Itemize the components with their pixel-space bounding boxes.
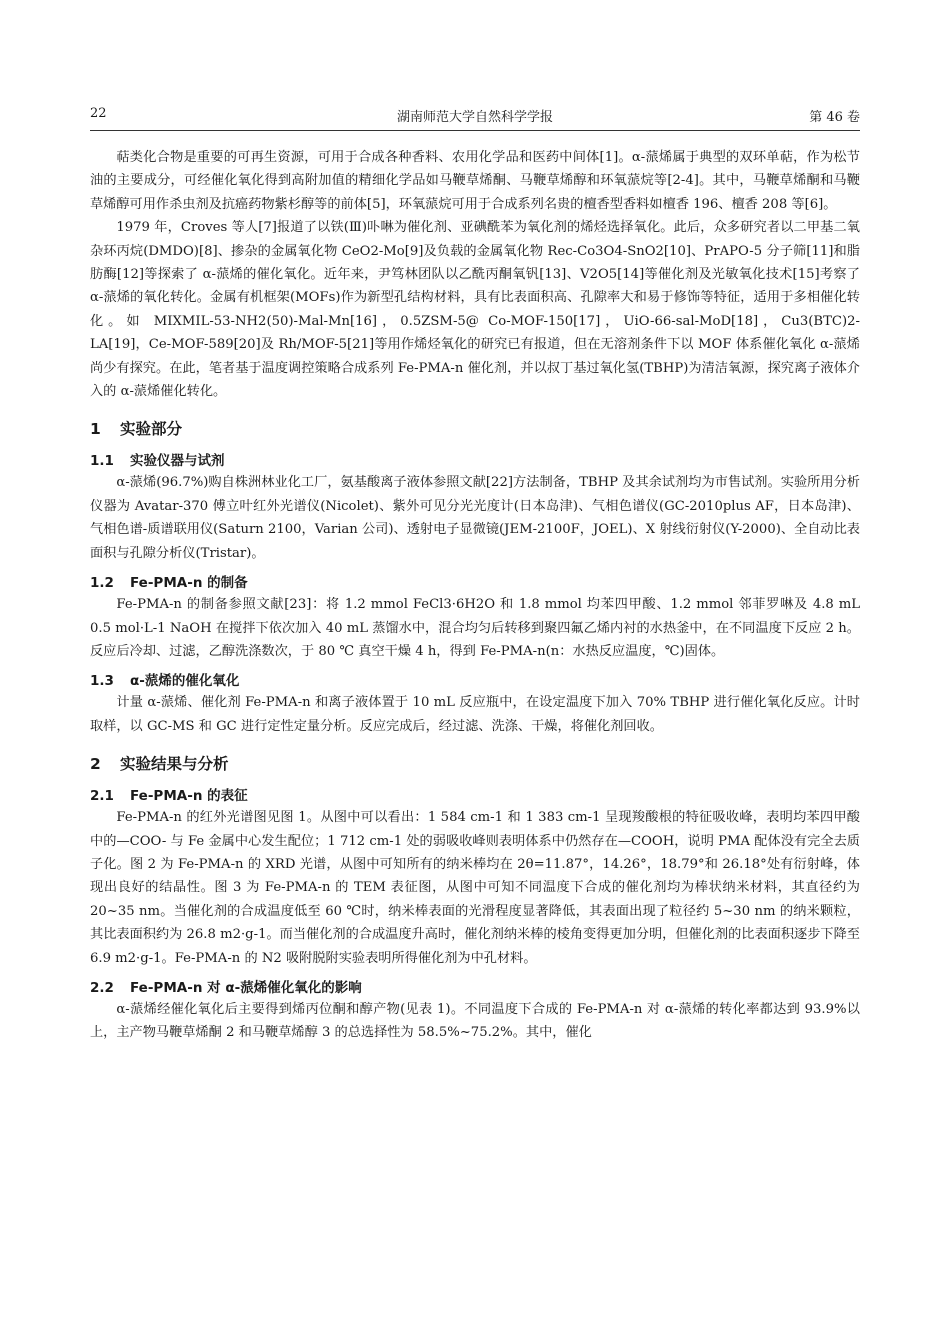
running-header xyxy=(90,98,860,124)
page-number: 22 xyxy=(90,106,107,121)
subsection-number: 2.2 xyxy=(90,979,114,996)
subsection-number: 1.1 xyxy=(90,453,114,470)
subsection-number: 2.1 xyxy=(90,788,114,805)
subsection-title: 实验仪器与试剂 xyxy=(130,453,225,470)
subsection-heading-2-2 xyxy=(90,976,860,996)
subsection-heading-2-1 xyxy=(90,784,860,804)
header-rule xyxy=(90,130,860,131)
subsection-heading-1-3 xyxy=(90,669,860,689)
article-body xyxy=(90,146,860,1045)
paragraph-intro-2: 1979 年，Croves 等人[7]报道了以铁(Ⅲ)卟啉为催化剂、亚碘酰苯为氧化剂的烯烃选择氧化。此后，众多研究者以二甲基二氧杂环丙烷(DMDO)[8]、掺杂的金属氧化物 CeO2-Mo[9]及负载的金属氧化物 Rec-Co3O4-SnO2[10]、PrAPO-5 分子筛[11]和脂肪酶[12]等探索了 α-蒎烯的催化氧化。近年来，尹笃林团队以乙酰丙酮氧钒[13]、V2O5[14]等催化剂及光敏氧化技术[15]考察了 α-蒎烯的氧化转化。金属有机框架(MOFs)作为新型孔结构材料，具有比表面积高、孔隙率大和易于修饰等特征，适用于多相催化转化。如 MIXMIL-53-NH2(50)-Mal-Mn[16]，0.5ZSM-5@ Co-MOF-150[17]，UiO-66-sal-MoD[18]，Cu3(BTC)2-LA[19]，Ce-MOF-589[20]及 Rh/MOF-5[21]等用作烯烃氧化的研究已有报道，但在无溶剂条件下以 MOF 体系催化氧化 α-蒎烯尚少有探究。在此，笔者基于温度调控策略合成系列 Fe-PMA-n 催化剂，并以叔丁基过氧化氢(TBHP)为清洁氧源，探究离子液体介入的 α-蒎烯催化转化。 xyxy=(90,220,860,400)
subsection-title: Fe-PMA-n 的表征 xyxy=(130,788,248,805)
section-number: 2 xyxy=(90,755,101,774)
paragraph-1-1: α-蒎烯(96.7%)购自株洲林业化工厂，氨基酸离子液体参照文献[22]方法制备，TBHP 及其余试剂均为市售试剂。实验所用分析仪器为 Avatar-370 傅立叶红外光谱仪(Nicolet)、紫外可见分光光度计(日本岛津)、气相色谱仪(GC-2010plus AF，日本岛津)、气相色谱-质谱联用仪(Saturn 2100，Varian 公司)、透射电子显微镜(JEM-2100F，JOEL)、X 射线衍射仪(Y-2000)、全自动比表面积与孔隙分析仪(Tristar)。 xyxy=(90,475,860,561)
volume-label: 第 46 卷 xyxy=(809,110,860,125)
subsection-title: Fe-PMA-n 的制备 xyxy=(130,575,248,592)
subsection-title: Fe-PMA-n 对 α-蒎烯催化氧化的影响 xyxy=(130,979,362,996)
page xyxy=(90,98,860,1041)
journal-title: 湖南师范大学自然科学学报 xyxy=(396,110,553,125)
paragraph-intro-1: 萜类化合物是重要的可再生资源，可用于合成各种香料、农用化学品和医药中间体[1]。α-蒎烯属于典型的双环单萜，作为松节油的主要成分，可经催化氧化得到高附加值的精细化学品如马鞭草烯酮、马鞭草烯醇和环氧蒎烷等[2-4]。其中，马鞭草烯酮和马鞭草烯醇可用作杀虫剂及抗癌药物紫杉醇等的前体[5]，环氧蒎烷可用于合成系列名贵的檀香型香料如檀香 196、檀香 208 等[6]。 xyxy=(90,150,860,212)
section-title: 实验结果与分析 xyxy=(120,755,229,774)
subsection-heading-1-2 xyxy=(90,571,860,591)
section-heading-2 xyxy=(90,752,860,774)
paragraph-2-1: Fe-PMA-n 的红外光谱图见图 1。从图中可以看出：1 584 cm-1 和 1 383 cm-1 呈现羧酸根的特征吸收峰，表明均苯四甲酸中的—COO- 与 Fe 金属中心发生配位；1 712 cm-1 处的弱吸收峰则表明体系中仍然存在—COOH，说明 PMA 配体没有完全去质子化。图 2 为 Fe-PMA-n 的 XRD 光谱，从图中可知所有的纳米棒均在 2θ=11.87°，14.26°，18.79°和 26.18°处有衍射峰，体现出良好的结晶性。图 3 为 Fe-PMA-n 的 TEM 表征图，从图中可知不同温度下合成的催化剂均为棒状纳米材料，其直径约为 20~35 nm。当催化剂的合成温度低至 60 ℃时，纳米棒表面的光滑程度显著降低，其表面出现了粒径约 5~30 nm 的纳米颗粒，其比表面积约为 26.8 m2·g-1。而当催化剂的合成温度升高时，催化剂纳米棒的棱角变得更加分明，但催化剂的比表面积逐步下降至 6.9 m2·g-1。Fe-PMA-n 的 N2 吸附脱附实验表明所得催化剂为中孔材料。 xyxy=(90,810,860,966)
paragraph-2-2: α-蒎烯经催化氧化后主要得到烯丙位酮和醇产物(见表 1)。不同温度下合成的 Fe-PMA-n 对 α-蒎烯的转化率都达到 93.9%以上，主产物马鞭草烯酮 2 和马鞭草烯醇 3 的总选择性为 58.5%~75.2%。其中，催化 xyxy=(90,1001,860,1041)
paragraph-1-2: Fe-PMA-n 的制备参照文献[23]：将 1.2 mmol FeCl3·6H2O 和 1.8 mmol 均苯四甲酸、1.2 mmol 邻菲罗啉及 4.8 mL 0.5 mol·L-1 NaOH 在搅拌下依次加入 40 mL 蒸馏水中，混合均匀后转移到聚四氟乙烯内衬的水热釜中，在不同温度下反应 2 h。反应后冷却、过滤，乙醇洗涤数次，于 80 ℃ 真空干燥 4 h，得到 Fe-PMA-n(n：水热反应温度，℃)固体。 xyxy=(90,597,860,659)
section-heading-1 xyxy=(90,417,860,439)
paragraph-1-3: 计量 α-蒎烯、催化剂 Fe-PMA-n 和离子液体置于 10 mL 反应瓶中，在设定温度下加入 70% TBHP 进行催化氧化反应。计时取样，以 GC-MS 和 GC 进行定性定量分析。反应完成后，经过滤、洗涤、干燥，将催化剂回收。 xyxy=(90,695,860,734)
subsection-heading-1-1 xyxy=(90,449,860,469)
section-title: 实验部分 xyxy=(120,420,183,439)
subsection-title: α-蒎烯的催化氧化 xyxy=(130,673,240,690)
section-number: 1 xyxy=(90,420,101,439)
subsection-number: 1.3 xyxy=(90,673,114,690)
subsection-number: 1.2 xyxy=(90,575,114,592)
